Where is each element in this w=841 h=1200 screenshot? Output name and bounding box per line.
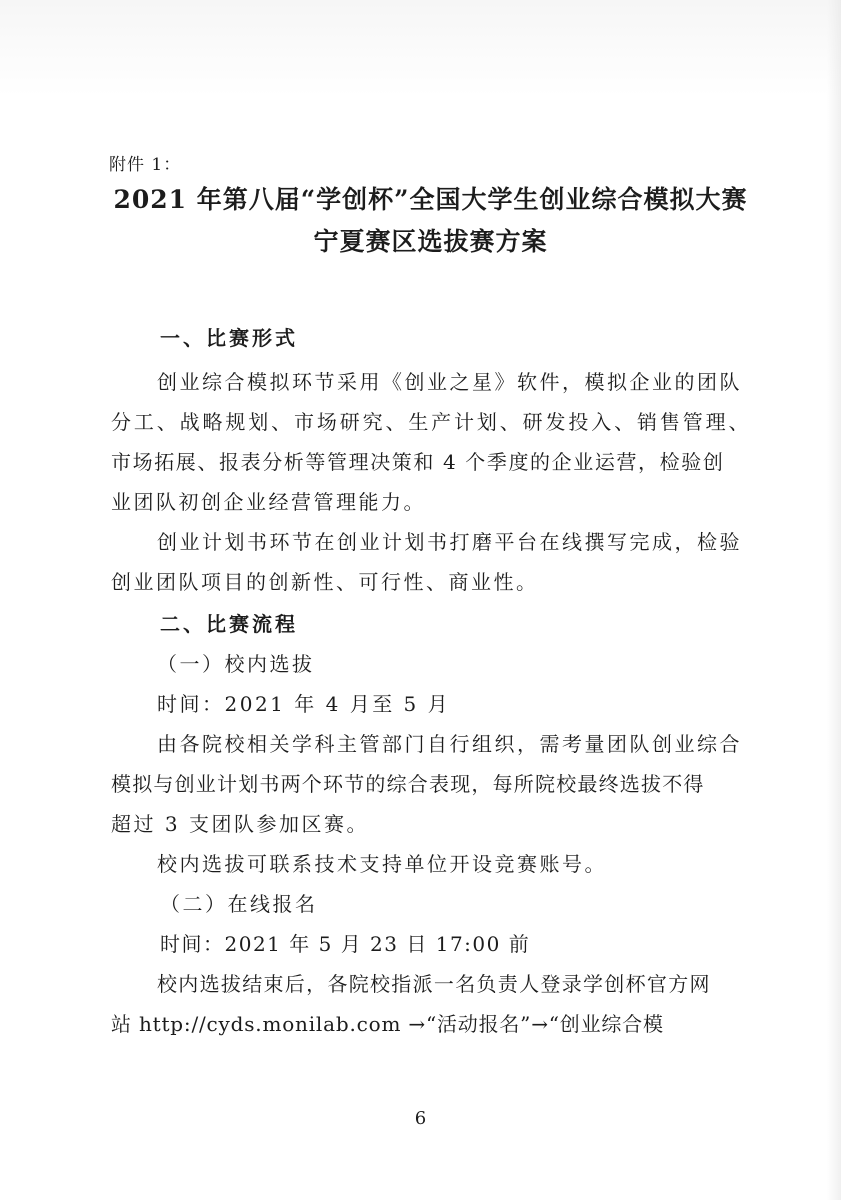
attachment-label: 附件 1：	[109, 155, 182, 175]
scan-edge-shadow	[827, 0, 841, 1200]
paragraph-line: 由各院校相关学科主管部门自行组织，需考量团队创业综合	[157, 732, 742, 756]
paragraph-line: 市场拓展、报表分析等管理决策和 4 个季度的企业运营，检验创	[111, 450, 725, 474]
page-number: 6	[414, 1108, 427, 1129]
paragraph-line: 创业综合模拟环节采用《创业之星》软件，模拟企业的团队	[157, 370, 742, 394]
paragraph-line: 校内选拔结束后，各院校指派一名负责人登录学创杯官方网	[157, 972, 711, 996]
paragraph-line: 业团队初创企业经营管理能力。	[111, 490, 426, 514]
subsection-heading-campus-selection: （一）校内选拔	[157, 652, 315, 676]
document-title-line-1: 2021 年第八届“学创杯”全国大学生创业综合模拟大赛	[113, 185, 748, 214]
paragraph-line: 分工、战略规划、市场研究、生产计划、研发投入、销售管理、	[111, 410, 751, 434]
paragraph-line: 创业团队项目的创新性、可行性、商业性。	[111, 570, 539, 594]
paragraph-line-with-url: 站 http://cyds.monilab.com →“活动报名”→“创业综合模	[111, 1012, 664, 1036]
online-registration-time: 时间：2021 年 5 月 23 日 17:00 前	[160, 932, 531, 956]
document-title-line-2: 宁夏赛区选拔赛方案	[313, 227, 548, 256]
section-heading-process: 二、比赛流程	[160, 612, 298, 636]
paragraph-line: 模拟与创业计划书两个环节的综合表现，每所院校最终选拔不得	[111, 772, 705, 796]
paragraph-line: 校内选拔可联系技术支持单位开设竞赛账号。	[157, 852, 607, 876]
paragraph-line: 超过 3 支团队参加区赛。	[111, 812, 369, 836]
paragraph-line: 创业计划书环节在创业计划书打磨平台在线撰写完成，检验	[157, 530, 742, 554]
subsection-heading-online-registration: （二）在线报名	[160, 892, 318, 916]
section-heading-format: 一、比赛形式	[160, 326, 298, 350]
campus-selection-time: 时间：2021 年 4 月至 5 月	[157, 692, 451, 716]
